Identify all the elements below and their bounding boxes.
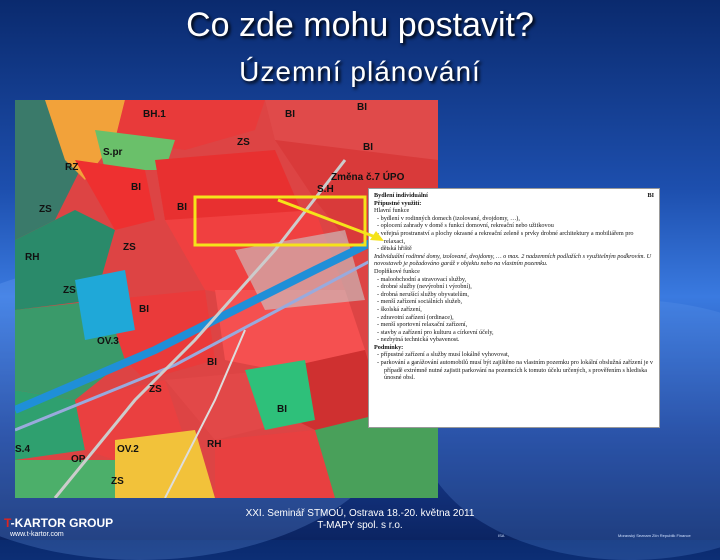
zone-label: S.4 bbox=[15, 444, 31, 455]
zone-label: BI bbox=[131, 182, 141, 193]
zone-label: ZS bbox=[237, 137, 250, 148]
zone-label: ZS bbox=[39, 204, 52, 215]
zone-label: ZS bbox=[63, 285, 76, 296]
list-item: - veřejná prostranství a plochy okrasné a rekreační zeleně s prvky drobné architektury a mobiliářem pro relaxaci, bbox=[384, 230, 654, 245]
doc-header-right: BI bbox=[647, 192, 654, 199]
zone-label: BI bbox=[277, 404, 287, 415]
list-item: - bydlení v rodinných domech (izolované, dvojdomy, …), bbox=[384, 215, 654, 223]
arrow-line bbox=[278, 200, 378, 238]
list-item: - menší sportovní relaxační zařízení, bbox=[384, 321, 654, 329]
list-item: - oplocení zahrady v domě s funkcí domovní, rekreační nebo užitkovou bbox=[384, 222, 654, 230]
zone-label: Změna č.7 ÚPO bbox=[331, 172, 405, 183]
page-title: Co zde mohu postavit? bbox=[186, 6, 534, 44]
zone-label: OP bbox=[71, 454, 86, 465]
list-item: - drobné služby (nevýrobní i výrobní), bbox=[384, 283, 654, 291]
footer-line2: T-MAPY spol. s r.o. bbox=[317, 520, 403, 531]
list-item: - maloobchodní a stravovací služby, bbox=[384, 276, 654, 284]
zone-label: ZS bbox=[111, 476, 124, 487]
zone-label: OV.2 bbox=[117, 444, 139, 455]
zone-label: BI bbox=[285, 109, 295, 120]
zone-label: BH.1 bbox=[143, 109, 166, 120]
zone-label: RH bbox=[25, 252, 40, 263]
footer-line1: XXI. Seminář STMOÚ, Ostrava 18.-20. května 2011 bbox=[245, 508, 475, 519]
zone-label: BI bbox=[139, 304, 149, 315]
list-item: - parkování a garážování automobilů musí být zajištěno na vlastním pozemku pro lokální obslužná zařízení je v případě extrémně nutné zajistit parkování na pozemcích k tomuto účelu určených, s prověřením s hlediska únosné obsl. bbox=[384, 359, 654, 382]
list-item: - nezbytná technická vybavenost. bbox=[384, 336, 654, 344]
doc-subsection: Hlavní funkce bbox=[374, 207, 410, 215]
list-item: - menší zařízení sociálních služeb, bbox=[384, 298, 654, 306]
doc-italic-note: Individuální rodinné domy, izolované, dvojdomy, … o max. 2 nadzemních podlažích s využitelným podkrovím. U novostaveb je požadováno garáž v objektu nebo na vlastním pozemku. bbox=[374, 252, 652, 268]
partner-logos-text: Moravský Seznam Zlín Republik Finance bbox=[618, 533, 691, 538]
doc-header-left: Bydlení individuální bbox=[374, 192, 428, 199]
list-item: - stavby a zařízení pro kulturu a církevní účely, bbox=[384, 329, 654, 337]
list-item: - přípustné zařízení a služby musí lokálně vyhovovat, bbox=[384, 351, 654, 359]
zone-label: S.H bbox=[317, 184, 334, 195]
zone-label: BI bbox=[177, 202, 187, 213]
zone-label: ZS bbox=[123, 242, 136, 253]
logo-text: -KARTOR GROUP bbox=[10, 516, 114, 530]
zone-label: BI bbox=[357, 102, 367, 113]
company-url[interactable]: www.t-kartor.com bbox=[10, 531, 64, 538]
zone-label: BI bbox=[363, 142, 373, 153]
list-item: - dětská hřiště bbox=[384, 245, 654, 253]
zone-label: OV.3 bbox=[97, 336, 119, 347]
company-logo bbox=[4, 516, 113, 530]
list-item: - drobná nerušící služby obyvatelům, bbox=[384, 291, 654, 299]
list-item: - zdravotní zařízení (ordinace), bbox=[384, 314, 654, 322]
list-item: - školská zařízení, bbox=[384, 306, 654, 314]
zone-label: BI bbox=[207, 357, 217, 368]
logo-t: T bbox=[4, 516, 11, 530]
partner-logo-text: ISA bbox=[498, 533, 505, 538]
zone-label: RZ bbox=[65, 162, 79, 173]
doc-subsection: Doplňkové funkce bbox=[374, 267, 420, 275]
doc-section-title: Přípustné využití: bbox=[374, 199, 422, 207]
page-subtitle: Územní plánování bbox=[239, 56, 481, 87]
zone-label: S.pr bbox=[103, 147, 123, 158]
zone-label: ZS bbox=[149, 384, 162, 395]
doc-conditions-title: Podmínky: bbox=[374, 343, 404, 351]
zone-label: RH bbox=[207, 439, 222, 450]
